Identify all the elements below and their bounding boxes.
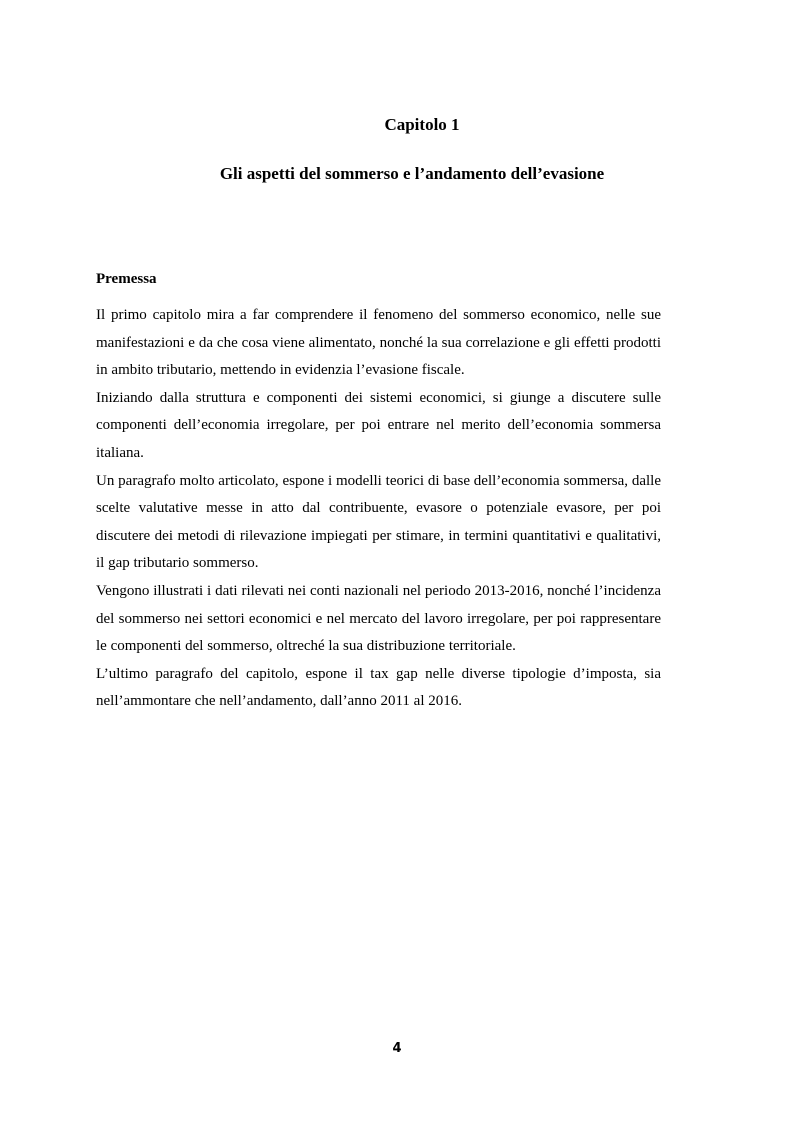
- body-text: [96, 302, 661, 716]
- page-number: 4: [392, 1041, 402, 1056]
- paragraph-2: Iniziando dalla struttura e componenti dei sistemi economici, si giunge a discutere sulle componenti dell’economia irregolare, per poi entrare nel merito dell’economia sommersa italiana.: [96, 389, 661, 461]
- paragraph-4: Vengono illustrati i dati rilevati nei conti nazionali nel periodo 2013-2016, nonché l’incidenza del sommerso nei settori economici e nel mercato del lavoro irregolare, per poi rappresentare le componenti del sommerso, oltreché la sua distribuzione territoriale.: [96, 582, 661, 655]
- chapter-label: Capitolo 1: [384, 115, 460, 134]
- section-heading: Premessa: [96, 271, 157, 287]
- paragraph-1: Il primo capitolo mira a far comprendere il fenomeno del sommerso economico, nelle sue manifestazioni e da che cosa viene alimentato, nonché la sua correlazione e gli effetti prodotti in ambito tributario, mettendo in evidenzia l’evasione fiscale.: [96, 307, 661, 379]
- chapter-title: Gli aspetti del sommerso e l’andamento dell’evasione: [219, 164, 605, 183]
- paragraph-3: Un paragrafo molto articolato, espone i modelli teorici di base dell’economia sommersa, dalle scelte valutative messe in atto dal contribuente, evasore o potenziale evasore, per poi discutere dei metodi di rilevazione impiegati per stimare, in termini quantitativi e qualitativi, il gap tributario sommerso.: [96, 472, 661, 572]
- paragraph-5: L’ultimo paragrafo del capitolo, espone il tax gap nelle diverse tipologie d’imposta, sia nell’ammontare che nell’andamento, dall’anno 2011 al 2016.: [96, 665, 661, 710]
